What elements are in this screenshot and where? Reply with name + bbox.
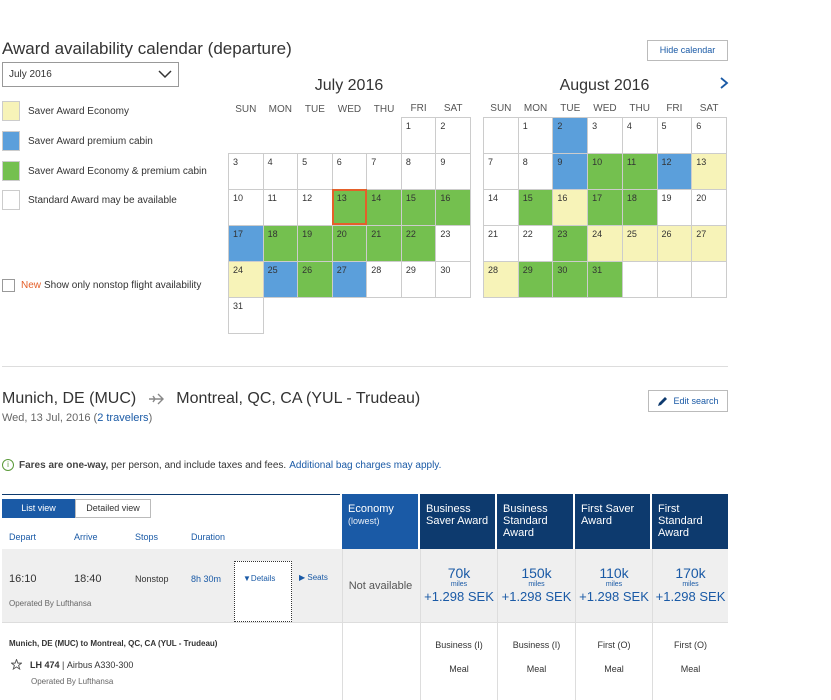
sek-value: +1.298 SEK	[655, 589, 726, 604]
cabin-class: First (O)	[674, 640, 707, 650]
calendar-day[interactable]: 20	[332, 225, 367, 261]
month-title-august: August 2016	[559, 77, 650, 94]
calendar-day[interactable]: 29	[518, 261, 553, 297]
calendar-day[interactable]: 3	[229, 153, 264, 189]
calendar-day[interactable]: 20	[692, 189, 727, 225]
calendar-day[interactable]: 22	[518, 225, 553, 261]
meal-info: Meal	[680, 664, 701, 674]
weekday-header: WED	[337, 103, 362, 115]
calendar-empty-cell	[367, 117, 402, 153]
calendar-empty-cell	[298, 117, 333, 153]
weekday-header: SUN	[235, 103, 257, 115]
calendar-august	[483, 101, 727, 298]
sek-value: +1.298 SEK	[579, 589, 649, 604]
details-toggle[interactable]	[234, 561, 292, 622]
calendar-day[interactable]: 30	[553, 261, 588, 297]
nonstop-label: Show only nonstop flight availability	[44, 280, 202, 291]
fare-header-business-saver[interactable]	[420, 494, 495, 549]
segment-cabin-cell	[497, 623, 575, 700]
calendar-empty-cell	[657, 261, 692, 297]
weekday-header: FRI	[410, 103, 427, 115]
miles-unit: miles	[605, 581, 623, 588]
calendar-day[interactable]: 19	[298, 225, 333, 261]
legend-saver-premium	[2, 131, 153, 151]
cabin-class: Business (I)	[512, 640, 561, 650]
weekday-header: SUN	[490, 103, 512, 115]
miles-value: 170k	[675, 565, 706, 581]
calendar-day[interactable]: 26	[657, 225, 692, 261]
legend-label: Saver Award Economy	[28, 105, 129, 117]
legend-saver-economy	[2, 101, 129, 121]
calendar-empty-cell	[622, 261, 657, 297]
calendar-day[interactable]: 15	[518, 189, 553, 225]
calendar-day[interactable]: 13	[692, 153, 727, 189]
fare-header-first-standard[interactable]	[652, 494, 728, 549]
segment-operated-by: Operated By Lufthansa	[31, 677, 114, 686]
fare-cell-business-saver[interactable]	[420, 549, 497, 622]
weekday-header: FRI	[666, 103, 683, 115]
chevron-right-icon[interactable]	[718, 76, 730, 90]
calendar-day[interactable]: 18	[263, 225, 298, 261]
fare-header-title: First Saver Award	[581, 503, 635, 527]
column-arrive[interactable]: Arrive	[74, 532, 98, 542]
route-subtitle: Wed, 13 Jul, 2016 (2 travelers)	[2, 412, 153, 424]
calendar-day[interactable]: 29	[401, 261, 436, 297]
calendar-day[interactable]: 10	[229, 189, 264, 225]
weekday-header: MON	[523, 103, 548, 115]
segment-cabin-cell	[575, 623, 652, 700]
calendar-day[interactable]: 11	[622, 153, 657, 189]
miles-value: 150k	[521, 565, 552, 581]
divider	[2, 366, 728, 367]
fare-header-title: First Standard Award	[658, 503, 703, 539]
calendar-day[interactable]: 9	[553, 153, 588, 189]
month-select[interactable]	[2, 62, 179, 87]
fare-cell-business-standard[interactable]	[497, 549, 575, 622]
legend-saver-economy-premium	[2, 161, 207, 181]
calendar-day[interactable]: 2	[553, 117, 588, 153]
fare-header-economy[interactable]	[342, 494, 418, 549]
calendar-day[interactable]: 21	[367, 225, 402, 261]
calendar-day[interactable]: 4	[622, 117, 657, 153]
destination: Montreal, QC, CA (YUL - Trudeau)	[176, 390, 421, 407]
calendar-day[interactable]: 9	[436, 153, 471, 189]
column-duration[interactable]: Duration	[191, 532, 226, 542]
edit-search-label: Edit search	[673, 396, 719, 406]
calendar-day[interactable]: 2	[436, 117, 471, 153]
calendar-day[interactable]: 7	[484, 153, 519, 189]
calendar-day[interactable]: 10	[588, 153, 623, 189]
fare-header-title: Business Saver Award	[426, 503, 489, 527]
miles-unit: miles	[682, 581, 699, 588]
month-title-july: July 2016	[314, 77, 384, 94]
segment-cabin-cell	[652, 623, 728, 700]
calendar-day[interactable]: 19	[657, 189, 692, 225]
weekday-header: TUE	[304, 103, 325, 115]
fares-note	[2, 459, 441, 471]
fare-cell-first-saver[interactable]	[575, 549, 652, 622]
column-stops[interactable]: Stops	[135, 532, 159, 542]
calendar-day[interactable]: 3	[588, 117, 623, 153]
segment-route: Munich, DE (MUC) to Montreal, QC, CA (YUL - Trudeau)	[9, 639, 218, 648]
calendar-empty-cell	[436, 297, 471, 333]
calendar-day[interactable]: 5	[657, 117, 692, 153]
calendar-day[interactable]: 7	[367, 153, 402, 189]
plane-icon	[148, 392, 164, 406]
travel-date: Wed, 13 Jul, 2016	[2, 412, 91, 424]
calendar-day[interactable]: 26	[298, 261, 333, 297]
calendar-day[interactable]: 23	[436, 225, 471, 261]
seats-label: Seats	[307, 573, 328, 582]
miles-value: 70k	[447, 565, 471, 581]
calendar-day[interactable]: 13	[332, 189, 367, 225]
month-select-value: July 2016	[9, 69, 52, 80]
calendar-empty-cell	[484, 117, 519, 153]
calendar-july	[228, 101, 471, 334]
calendar-day[interactable]: 27	[692, 225, 727, 261]
calendar-day[interactable]: 17	[588, 189, 623, 225]
calendar-empty-cell	[229, 117, 264, 153]
calendar-day[interactable]: 1	[518, 117, 553, 153]
segment-flight: LH 474 | Airbus A330-300	[11, 659, 133, 670]
miles-unit: miles	[450, 581, 468, 588]
arrive-time: 18:40	[74, 573, 102, 585]
calendar-day[interactable]: 1	[401, 117, 436, 153]
calendar-day[interactable]: 14	[484, 189, 519, 225]
calendar-empty-cell	[263, 297, 298, 333]
calendar-day[interactable]: 31	[588, 261, 623, 297]
weekday-header: SAT	[699, 103, 719, 115]
calendar-empty-cell	[298, 297, 333, 333]
sek-value: +1.298 SEK	[424, 589, 494, 604]
route-heading	[2, 390, 420, 408]
meal-info: Meal	[526, 664, 547, 674]
calendar-empty-cell	[332, 117, 367, 153]
calendar-day[interactable]: 28	[367, 261, 402, 297]
calendar-day[interactable]: 24	[588, 225, 623, 261]
calendar-day[interactable]: 16	[436, 189, 471, 225]
chevron-down-icon	[158, 67, 172, 81]
weekday-header: WED	[593, 103, 617, 115]
calendar-title: Award availability calendar (departure)	[2, 39, 292, 58]
calendar-day[interactable]: 14	[367, 189, 402, 225]
weekday-header: THU	[373, 103, 395, 115]
calendar-day[interactable]: 31	[229, 297, 264, 333]
tabs-topline	[2, 494, 340, 495]
weekday-header: TUE	[560, 103, 581, 115]
calendar-day[interactable]: 21	[484, 225, 519, 261]
calendar-day[interactable]: 25	[263, 261, 298, 297]
travelers-link[interactable]: 2 travelers	[97, 412, 149, 424]
tab-list-view[interactable]: List view	[2, 499, 75, 518]
legend-label: Standard Award may be available	[28, 194, 177, 206]
calendar-empty-cell	[263, 117, 298, 153]
calendar-day[interactable]: 30	[436, 261, 471, 297]
calendar-day[interactable]: 8	[401, 153, 436, 189]
column-depart[interactable]: Depart	[9, 532, 37, 542]
calendar-day[interactable]: 12	[298, 189, 333, 225]
caret-down-icon: ▼	[243, 574, 251, 583]
calendar-day[interactable]: 27	[332, 261, 367, 297]
nonstop-checkbox[interactable]	[2, 279, 15, 292]
calendar-day[interactable]: 18	[622, 189, 657, 225]
duration-value: 8h 30m	[191, 574, 222, 584]
stops-value: Nonstop	[135, 574, 169, 584]
star-alliance-icon	[11, 659, 22, 670]
miles-value: 110k	[599, 565, 629, 581]
fares-note-text: per person, and include taxes and fees.	[111, 459, 287, 471]
edit-search-button[interactable]	[648, 390, 728, 412]
depart-time: 16:10	[9, 573, 37, 585]
cabin-class: Business (I)	[435, 640, 483, 650]
info-icon: i	[2, 459, 14, 471]
meal-info: Meal	[449, 664, 469, 674]
calendar-day[interactable]: 16	[553, 189, 588, 225]
new-badge: New	[21, 280, 42, 291]
caret-right-icon: ▶	[299, 573, 306, 582]
calendar-day[interactable]: 11	[263, 189, 298, 225]
calendar-day[interactable]: 22	[401, 225, 436, 261]
meal-info: Meal	[604, 664, 624, 674]
legend-swatch	[2, 190, 20, 210]
legend-label: Saver Award Economy & premium cabin	[28, 165, 207, 177]
calendar-empty-cell	[401, 297, 436, 333]
calendar-empty-cell	[692, 261, 727, 297]
calendar-day[interactable]: 6	[692, 117, 727, 153]
calendar-day[interactable]: 6	[332, 153, 367, 189]
seats-link[interactable]	[299, 573, 328, 582]
calendar-day[interactable]: 12	[657, 153, 692, 189]
calendar-empty-cell	[332, 297, 367, 333]
fare-header-sub: (lowest)	[348, 516, 380, 526]
fare-header-title: Business Standard Award	[503, 503, 548, 539]
aircraft: Airbus A330-300	[66, 659, 134, 670]
calendar-day[interactable]: 4	[263, 153, 298, 189]
segment-economy-cell	[342, 623, 420, 700]
operated-by: Operated By Lufthansa	[9, 599, 92, 608]
legend-label: Saver Award premium cabin	[28, 135, 153, 147]
fare-header-title: Economy	[348, 503, 394, 515]
fare-cell-first-standard[interactable]	[652, 549, 728, 622]
legend-standard	[2, 190, 177, 210]
miles-unit: miles	[528, 581, 545, 588]
tab-detailed-view[interactable]: Detailed view	[75, 499, 151, 518]
sek-value: +1.298 SEK	[501, 589, 572, 604]
bag-charges-link[interactable]: Additional bag charges may apply.	[289, 459, 442, 471]
details-label: Details	[250, 574, 276, 583]
legend-swatch	[2, 101, 20, 121]
weekday-header: SAT	[443, 103, 463, 115]
pencil-icon	[657, 395, 669, 407]
weekday-header: MON	[268, 103, 293, 115]
hide-calendar-button[interactable]: Hide calendar	[647, 40, 728, 61]
calendar-day[interactable]: 24	[229, 261, 264, 297]
calendar-day[interactable]: 25	[622, 225, 657, 261]
flight-number: LH 474	[30, 659, 60, 670]
nonstop-filter[interactable]	[2, 279, 201, 292]
calendar-day[interactable]: 5	[298, 153, 333, 189]
calendar-day[interactable]: 23	[553, 225, 588, 261]
origin: Munich, DE (MUC)	[2, 390, 137, 407]
calendar-day[interactable]: 28	[484, 261, 519, 297]
segment-cabin-cell	[420, 623, 497, 700]
economy-fare-cell: Not available	[342, 549, 418, 622]
fares-note-bold: Fares are one-way,	[19, 459, 109, 471]
fare-header-first-saver[interactable]	[575, 494, 650, 549]
fare-header-business-standard[interactable]	[497, 494, 573, 549]
legend-swatch	[2, 131, 20, 151]
weekday-header: THU	[629, 103, 650, 115]
calendar-day[interactable]: 8	[518, 153, 553, 189]
cabin-class: First (O)	[597, 640, 631, 650]
calendar-empty-cell	[367, 297, 402, 333]
calendar-day[interactable]: 17	[229, 225, 264, 261]
calendar-day[interactable]: 15	[401, 189, 436, 225]
legend-swatch	[2, 161, 20, 181]
